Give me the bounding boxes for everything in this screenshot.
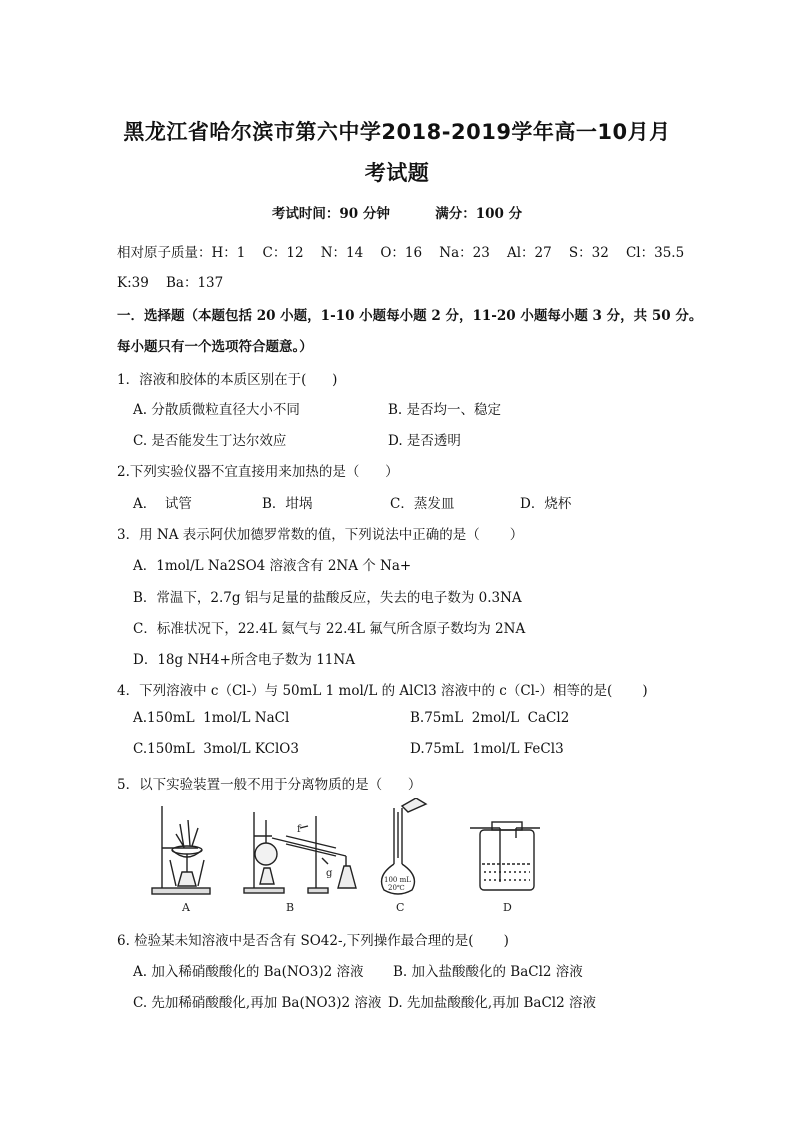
question-6-option-a: A. 加入稀硝酸酸化的 Ba(NO3)2 溶液 xyxy=(133,964,364,980)
label-c: C xyxy=(396,901,405,914)
exam-title-line1: 黑龙江省哈尔滨市第六中学2018-2019学年高一10月月 xyxy=(123,120,671,144)
section-heading-line1: 一．选择题（本题包括 20 小题，1-10 小题每小题 2 分，11-20 小题每小题 3 分，共 50 分。 xyxy=(117,308,703,324)
question-4-option-c: C.150mL 3mol/L KClO3 xyxy=(133,741,299,757)
question-4-stem: 4．下列溶液中 c（Cl-）与 50mL 1 mol/L 的 AlCl3 溶液中的 c（Cl-）相等的是( ) xyxy=(117,683,648,699)
question-6-option-d: D. 先加盐酸酸化,再加 BaCl2 溶液 xyxy=(388,995,597,1011)
question-5-stem: 5．以下实验装置一般不用于分离物质的是（ ） xyxy=(117,777,422,793)
question-3-option-b: B．常温下，2.7g 铝与足量的盐酸反应，失去的电子数为 0.3NA xyxy=(133,590,522,606)
question-2-stem: 2.下列实验仪器不宜直接用来加热的是（ ） xyxy=(117,464,399,480)
apparatus-figure xyxy=(140,798,540,916)
label-a: A xyxy=(182,901,190,914)
question-2-option-b: B．坩埚 xyxy=(262,496,313,512)
label-d: D xyxy=(503,901,512,914)
question-6-option-c: C. 先加稀硝酸酸化,再加 Ba(NO3)2 溶液 xyxy=(133,995,382,1011)
exam-title-line2: 考试题 xyxy=(364,161,430,185)
atomic-mass-line2: K:39 Ba：137 xyxy=(117,275,224,291)
exam-info xyxy=(0,202,794,222)
flask-temp-label: 20℃ xyxy=(388,884,405,892)
question-2-option-c: C．蒸发皿 xyxy=(390,496,455,512)
full-score: 满分：100 分 xyxy=(435,206,523,222)
exam-time: 考试时间：90 分钟 xyxy=(271,206,390,222)
question-2-option-a: A． 试管 xyxy=(133,496,192,512)
question-4-option-b: B.75mL 2mol/L CaCl2 xyxy=(410,710,570,726)
question-4-option-a: A.150mL 1mol/L NaCl xyxy=(133,710,290,726)
question-1-option-d: D. 是否透明 xyxy=(388,433,461,449)
question-1-option-a: A. 分散质微粒直径大小不同 xyxy=(133,402,300,418)
question-3-stem: 3．用 NA 表示阿伏加德罗常数的值，下列说法中正确的是（ ） xyxy=(117,527,524,543)
question-4-option-d: D.75mL 1mol/L FeCl3 xyxy=(410,741,564,757)
atomic-mass-line1: 相对原子质量：H：1 C：12 N：14 O：16 Na：23 Al：27 S：32 Cl：35.5 xyxy=(117,245,685,261)
label-b: B xyxy=(286,901,295,914)
question-3-option-c: C．标准状况下，22.4L 氦气与 22.4L 氟气所含原子数均为 2NA xyxy=(133,621,526,637)
section-heading-line2: 每小题只有一个选项符合题意。） xyxy=(117,339,313,355)
question-1-stem: 1．溶液和胶体的本质区别在于( ) xyxy=(117,372,338,388)
label-f: f xyxy=(297,824,301,835)
question-6-stem: 6. 检验某未知溶液中是否含有 SO42-,下列操作最合理的是( ) xyxy=(117,933,509,949)
apparatus-a-evaporation xyxy=(152,806,210,894)
label-g: g xyxy=(326,868,333,879)
question-6-option-b: B. 加入盐酸酸化的 BaCl2 溶液 xyxy=(393,964,583,980)
apparatus-d-washing-bottle xyxy=(470,822,540,890)
flask-volume-label: 100 mL xyxy=(384,876,411,884)
question-3-option-a: A．1mol/L Na2SO4 溶液含有 2NA 个 Na+ xyxy=(133,558,412,574)
question-3-option-d: D．18g NH4+所含电子数为 11NA xyxy=(133,652,355,668)
question-1-option-b: B. 是否均一、稳定 xyxy=(388,402,502,418)
question-2-option-d: D．烧杯 xyxy=(520,496,572,512)
question-1-option-c: C. 是否能发生丁达尔效应 xyxy=(133,433,287,449)
